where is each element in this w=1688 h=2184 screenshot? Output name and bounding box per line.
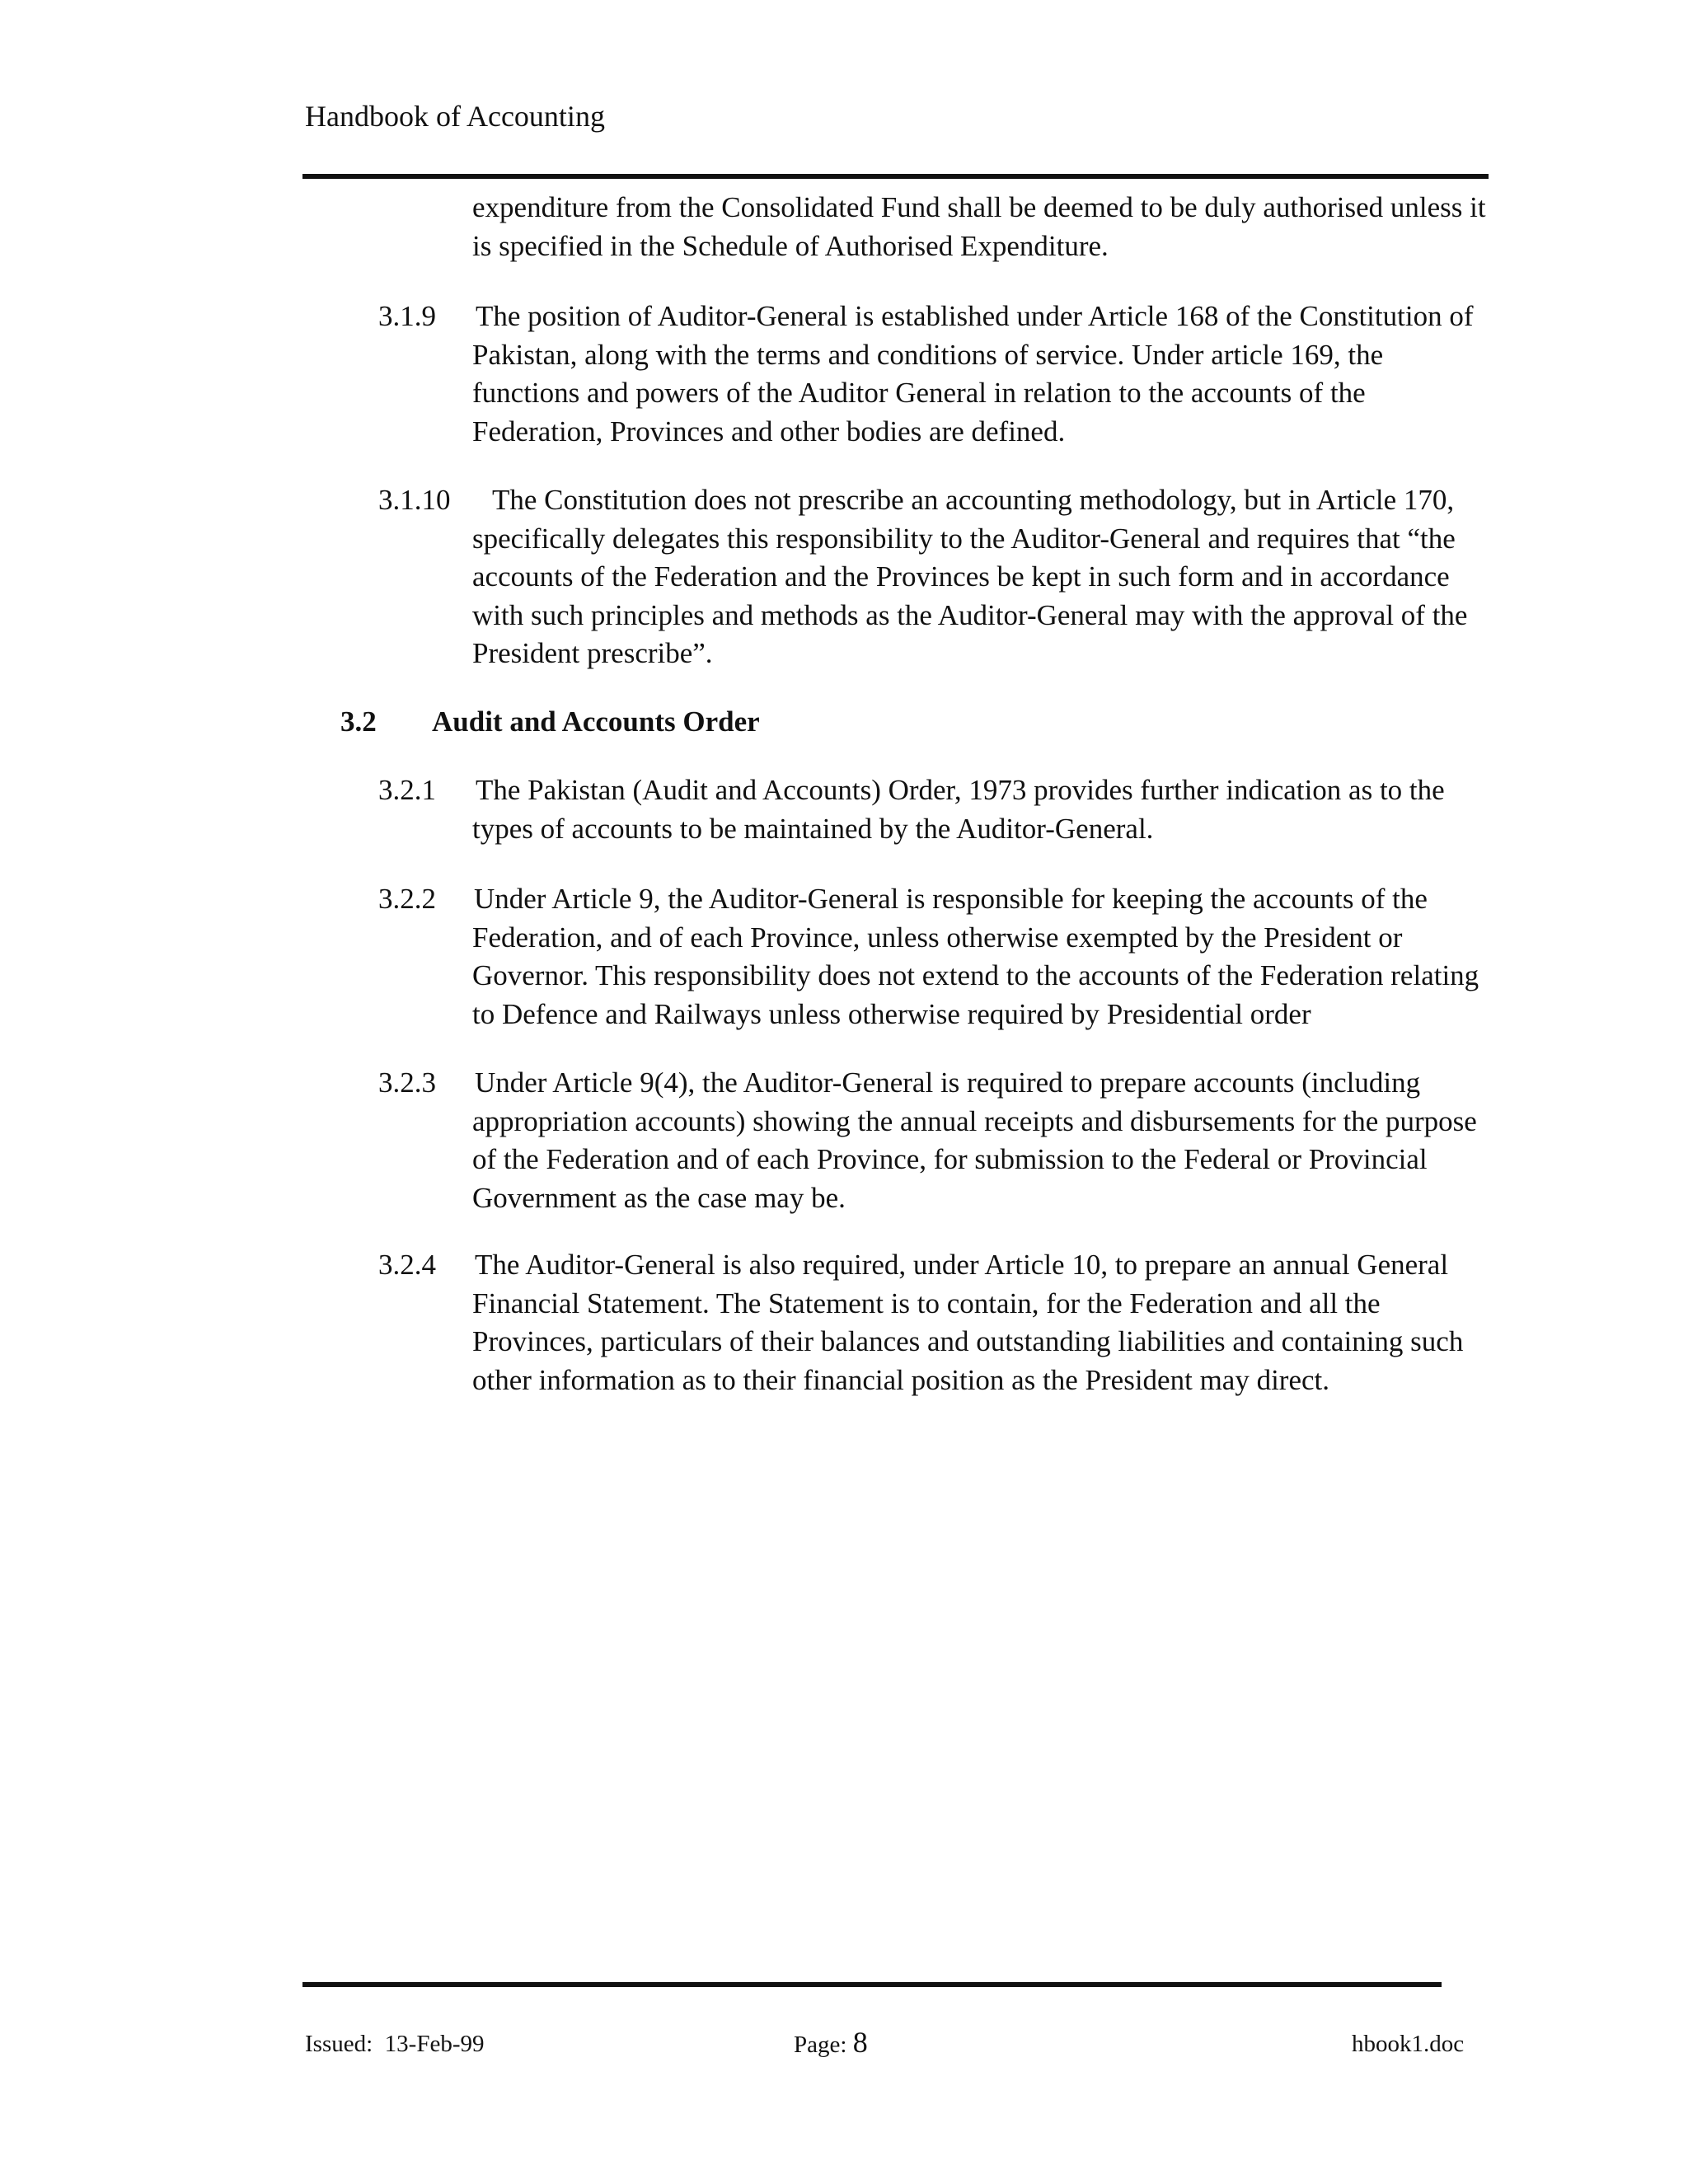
paragraph-line: The Auditor-General is also required, under Article 10, to prepare an annual General bbox=[475, 1249, 1449, 1281]
paragraph-line: Federation, and of each Province, unless otherwise exempted by the President or bbox=[472, 921, 1403, 954]
paragraph-line: The position of Auditor-General is established under Article 168 of the Constitution of bbox=[476, 300, 1474, 332]
paragraph-line: The Constitution does not prescribe an accounting methodology, but in Article 170, bbox=[492, 484, 1455, 516]
footer-issued bbox=[305, 2029, 485, 2059]
page-number: 8 bbox=[852, 2026, 868, 2059]
paragraph-line: Governor. This responsibility does not extend to the accounts of the Federation relating bbox=[472, 959, 1479, 991]
paragraph-3-2-2 bbox=[474, 880, 1479, 1033]
page-label: Page: bbox=[794, 2032, 847, 2058]
paragraph-line: of the Federation and of each Province, for submission to the Federal or Provincial bbox=[472, 1143, 1428, 1175]
paragraph-line: President prescribe”. bbox=[472, 637, 713, 669]
footer-rule bbox=[302, 1982, 1442, 1987]
paragraph-line: types of accounts to be maintained by the Auditor-General. bbox=[472, 812, 1154, 845]
paragraph-line: specifically delegates this responsibility to the Auditor-General and requires that “the bbox=[472, 522, 1456, 555]
paragraph-number: 3.1.10 bbox=[378, 484, 451, 516]
footer-filename: hbook1.doc bbox=[1352, 2031, 1465, 2057]
footer-page bbox=[794, 2026, 868, 2061]
paragraph-line: Pakistan, along with the terms and conditions of service. Under article 169, the bbox=[472, 338, 1384, 371]
paragraph-number: 3.1.9 bbox=[378, 300, 436, 332]
header-rule bbox=[302, 174, 1489, 179]
paragraph-3-1-10 bbox=[472, 481, 1468, 673]
issued-date: 13-Feb-99 bbox=[384, 2031, 485, 2057]
paragraph-line: Provinces, particulars of their balances and outstanding liabilities and containing such bbox=[472, 1325, 1464, 1357]
paragraph-3-2-1 bbox=[472, 771, 1445, 848]
carryover-paragraph bbox=[472, 189, 1486, 265]
paragraph-line: appropriation accounts) showing the annual receipts and disbursements for the purpose bbox=[472, 1104, 1477, 1137]
paragraph-3-2-3 bbox=[472, 1064, 1477, 1217]
paragraph-line: functions and powers of the Auditor General in relation to the accounts of the bbox=[472, 377, 1366, 409]
paragraph-number: 3.2.4 bbox=[378, 1249, 436, 1281]
paragraph-line: expenditure from the Consolidated Fund shall be deemed to be duly authorised unless it bbox=[472, 191, 1486, 223]
paragraph-3-1-9 bbox=[472, 298, 1474, 451]
paragraph-line: Under Article 9(4), the Auditor-General is required to prepare accounts (including bbox=[475, 1066, 1421, 1099]
paragraph-line: accounts of the Federation and the Provinces be kept in such form and in accordance bbox=[472, 560, 1450, 593]
paragraph-number: 3.2.2 bbox=[378, 883, 436, 915]
paragraph-line: other information as to their financial position as the President may direct. bbox=[472, 1363, 1330, 1396]
paragraph-3-2-4 bbox=[472, 1246, 1464, 1399]
paragraph-line: Federation, Provinces and other bodies are defined. bbox=[472, 415, 1066, 448]
header-title: Handbook of Accounting bbox=[305, 100, 605, 133]
section-heading: Audit and Accounts Order bbox=[432, 705, 760, 738]
paragraph-line: to Defence and Railways unless otherwise required by Presidential order bbox=[472, 997, 1311, 1030]
issued-label: Issued: bbox=[305, 2031, 373, 2057]
paragraph-line: Financial Statement. The Statement is to contain, for the Federation and all the bbox=[472, 1286, 1381, 1319]
paragraph-line: with such principles and methods as the Auditor-General may with the approval of the bbox=[472, 598, 1468, 631]
paragraph-number: 3.2.1 bbox=[378, 774, 436, 806]
paragraph-line: Government as the case may be. bbox=[472, 1181, 846, 1214]
section-number: 3.2 bbox=[340, 705, 377, 738]
paragraph-line: Under Article 9, the Auditor-General is responsible for keeping the accounts of the bbox=[474, 883, 1428, 915]
paragraph-line: The Pakistan (Audit and Accounts) Order, 1973 provides further indication as to the bbox=[476, 774, 1445, 806]
paragraph-number: 3.2.3 bbox=[378, 1066, 436, 1099]
paragraph-line: is specified in the Schedule of Authorised Expenditure. bbox=[472, 229, 1109, 262]
